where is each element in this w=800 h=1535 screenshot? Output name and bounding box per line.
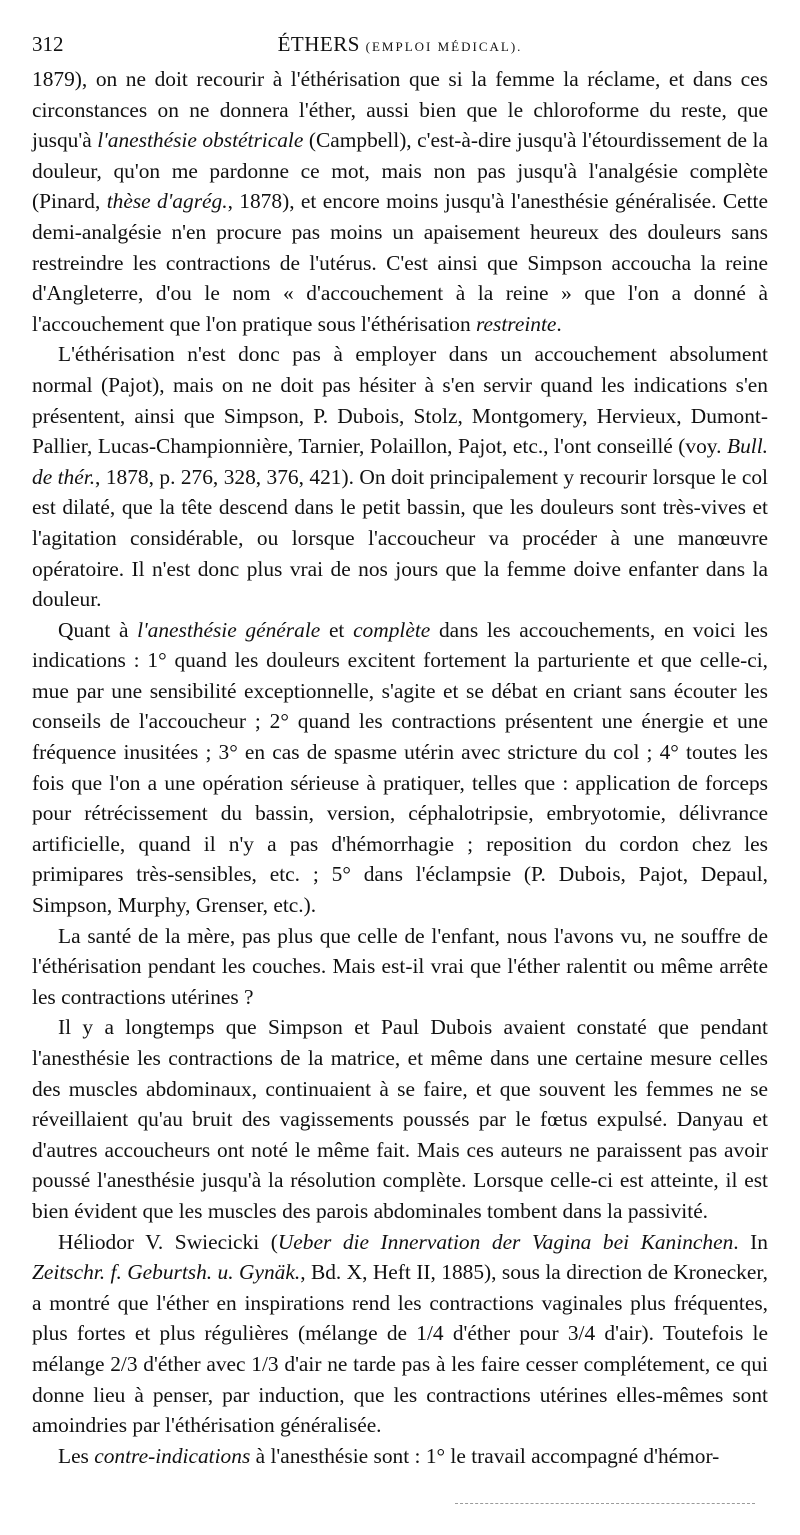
running-subtitle: (EMPLOI MÉDICAL). <box>365 39 523 54</box>
text-run: , 1878, p. 276, 328, 376, 421). On doit principalement y recourir lorsque le col est dilaté, que la tête descend dans le petit bassin, que les douleurs sont très-vives et l'agitation considérable, ou lorsque l'accoucheur va procéder à une manœuvre opératoire. Il n'est donc plus vrai de nos jours que la femme doive enfanter dans la douleur. <box>32 464 768 612</box>
paragraph <box>32 921 768 1013</box>
paragraph <box>32 1012 768 1226</box>
paragraph <box>32 1441 768 1472</box>
document-page <box>32 20 768 1471</box>
text-run: . In <box>733 1229 768 1254</box>
italic-text: Zeitschr. f. Geburtsh. u. Gynäk. <box>32 1260 301 1285</box>
italic-text: l'anesthésie générale <box>137 617 321 642</box>
text-run: Héliodor V. Swiecicki ( <box>58 1229 278 1254</box>
text-run: (Campbell), c'est-à-dire jusqu'à l'étourdissement de la douleur, qu'on me pardonne ce mot, mais non pas jusqu'à l'analgésie complète (Pinard, <box>32 128 768 214</box>
running-title: ÉTHERS <box>277 32 360 56</box>
text-run: , Bd. X, Heft II, 1885), sous la direction de Kronecker, a montré que l'éther en inspirations rend les contractions vaginales plus fréquentes, plus fortes et plus régulières (mélange de 1/4 d'éther pour 3/4 d'air). Toutefois le mélange 2/3 d'éther avec 1/3 d'air ne tarde pas à les faire cesser complétement, ce qui donne lieu à penser, par induction, que les contractions utérines elles-mêmes sont amoindries par l'éthérisation généralisée. <box>32 1260 768 1438</box>
paragraph <box>32 615 768 921</box>
paragraph <box>32 64 768 339</box>
italic-text: restreinte <box>476 311 557 336</box>
text-run: La santé de la mère, pas plus que celle de l'enfant, nous l'avons vu, ne souffre de l'éthérisation pendant les couches. Mais est-il vrai que l'éther ralentit ou même arrête les contractions utérines ? <box>32 923 768 1009</box>
text-run: Il y a longtemps que Simpson et Paul Dubois avaient constaté que pendant l'anesthésie les contractions de la matrice, et même dans une certaine mesure celles des muscles abdominaux, continuaient à se faire, et que souvent les femmes ne se réveillaient qu'au bruit des vagissements poussés par le fœtus expulsé. Danyau et d'autres accoucheurs ont noté le même fait. Mais ces auteurs ne paraissent pas avoir poussé l'anesthésie jusqu'à la résolution complète. Lorsque celle-ci est atteinte, il est bien évident que les muscles des parois abdominales tombent dans la passivité. <box>32 1015 768 1223</box>
body-text <box>32 64 768 1471</box>
italic-text: Bull. de thér. <box>32 434 768 489</box>
text-run: Quant à <box>58 617 138 642</box>
text-run: 1879), on ne doit recourir à l'éthérisation que si la femme la réclame, et dans ces circonstances on ne donnera l'éther, aussi bien que le chloroforme du reste, que jusqu'à <box>32 67 768 153</box>
italic-text: complète <box>353 617 431 642</box>
running-head <box>32 32 768 57</box>
page-header <box>32 20 768 64</box>
text-run: , 1878), et encore moins jusqu'à l'anesthésie généralisée. Cette demi-analgésie n'en procure pas moins un apaisement heureux des douleurs sans restreindre les contractions de l'utérus. C'est ainsi que Simpson accoucha la reine d'Angleterre, d'ou le nom « d'accouchement à la reine » que l'on a donné à l'accouchement que l'on pratique sous l'éthérisation <box>32 189 768 336</box>
text-run: Les <box>58 1443 95 1468</box>
page-number: 312 <box>32 32 64 56</box>
italic-text: l'anesthésie obstétricale <box>97 128 304 153</box>
text-run: et <box>320 617 354 642</box>
footer-rule <box>455 1503 755 1504</box>
italic-text: Ueber die Innervation der Vagina bei Kaninchen <box>277 1229 734 1254</box>
italic-text: thèse d'agrég. <box>106 189 228 214</box>
paragraph <box>32 339 768 614</box>
text-run: . <box>556 311 562 336</box>
italic-text: contre-indications <box>94 1443 251 1468</box>
text-run: à l'anesthésie sont : 1° le travail accompagné d'hémor- <box>250 1443 720 1468</box>
paragraph <box>32 1227 768 1441</box>
text-run: dans les accouchements, en voici les indications : 1° quand les douleurs excitent fortement la parturiente et que celle-ci, mue par une sensibilité exceptionnelle, s'agite et se débat en criant sans écouter les conseils de l'accoucheur ; 2° quand les contractions présentent une énergie et une fréquence inusitées ; 3° en cas de spasme utérin avec stricture du col ; 4° toutes les fois que l'on a une opération sérieuse à pratiquer, telles que : application de forceps pour rétrécissement du bassin, version, céphalotripsie, embryotomie, délivrance artificielle, quand il n'y a pas d'hémorrhagie ; reposition du cordon chez les primipares très-sensibles, etc. ; 5° dans l'éclampsie (P. Dubois, Pajot, Depaul, Simpson, Murphy, Grenser, etc.). <box>32 617 769 918</box>
text-run: L'éthérisation n'est donc pas à employer dans un accouchement absolument normal (Pajot), mais on ne doit pas hésiter à s'en servir quand les indications s'en présentent, ainsi que Simpson, P. Dubois, Stolz, Montgomery, Hervieux, Dumont-Pallier, Lucas-Championnière, Tarnier, Polaillon, Pajot, etc., l'ont conseillé (voy. <box>32 342 768 459</box>
